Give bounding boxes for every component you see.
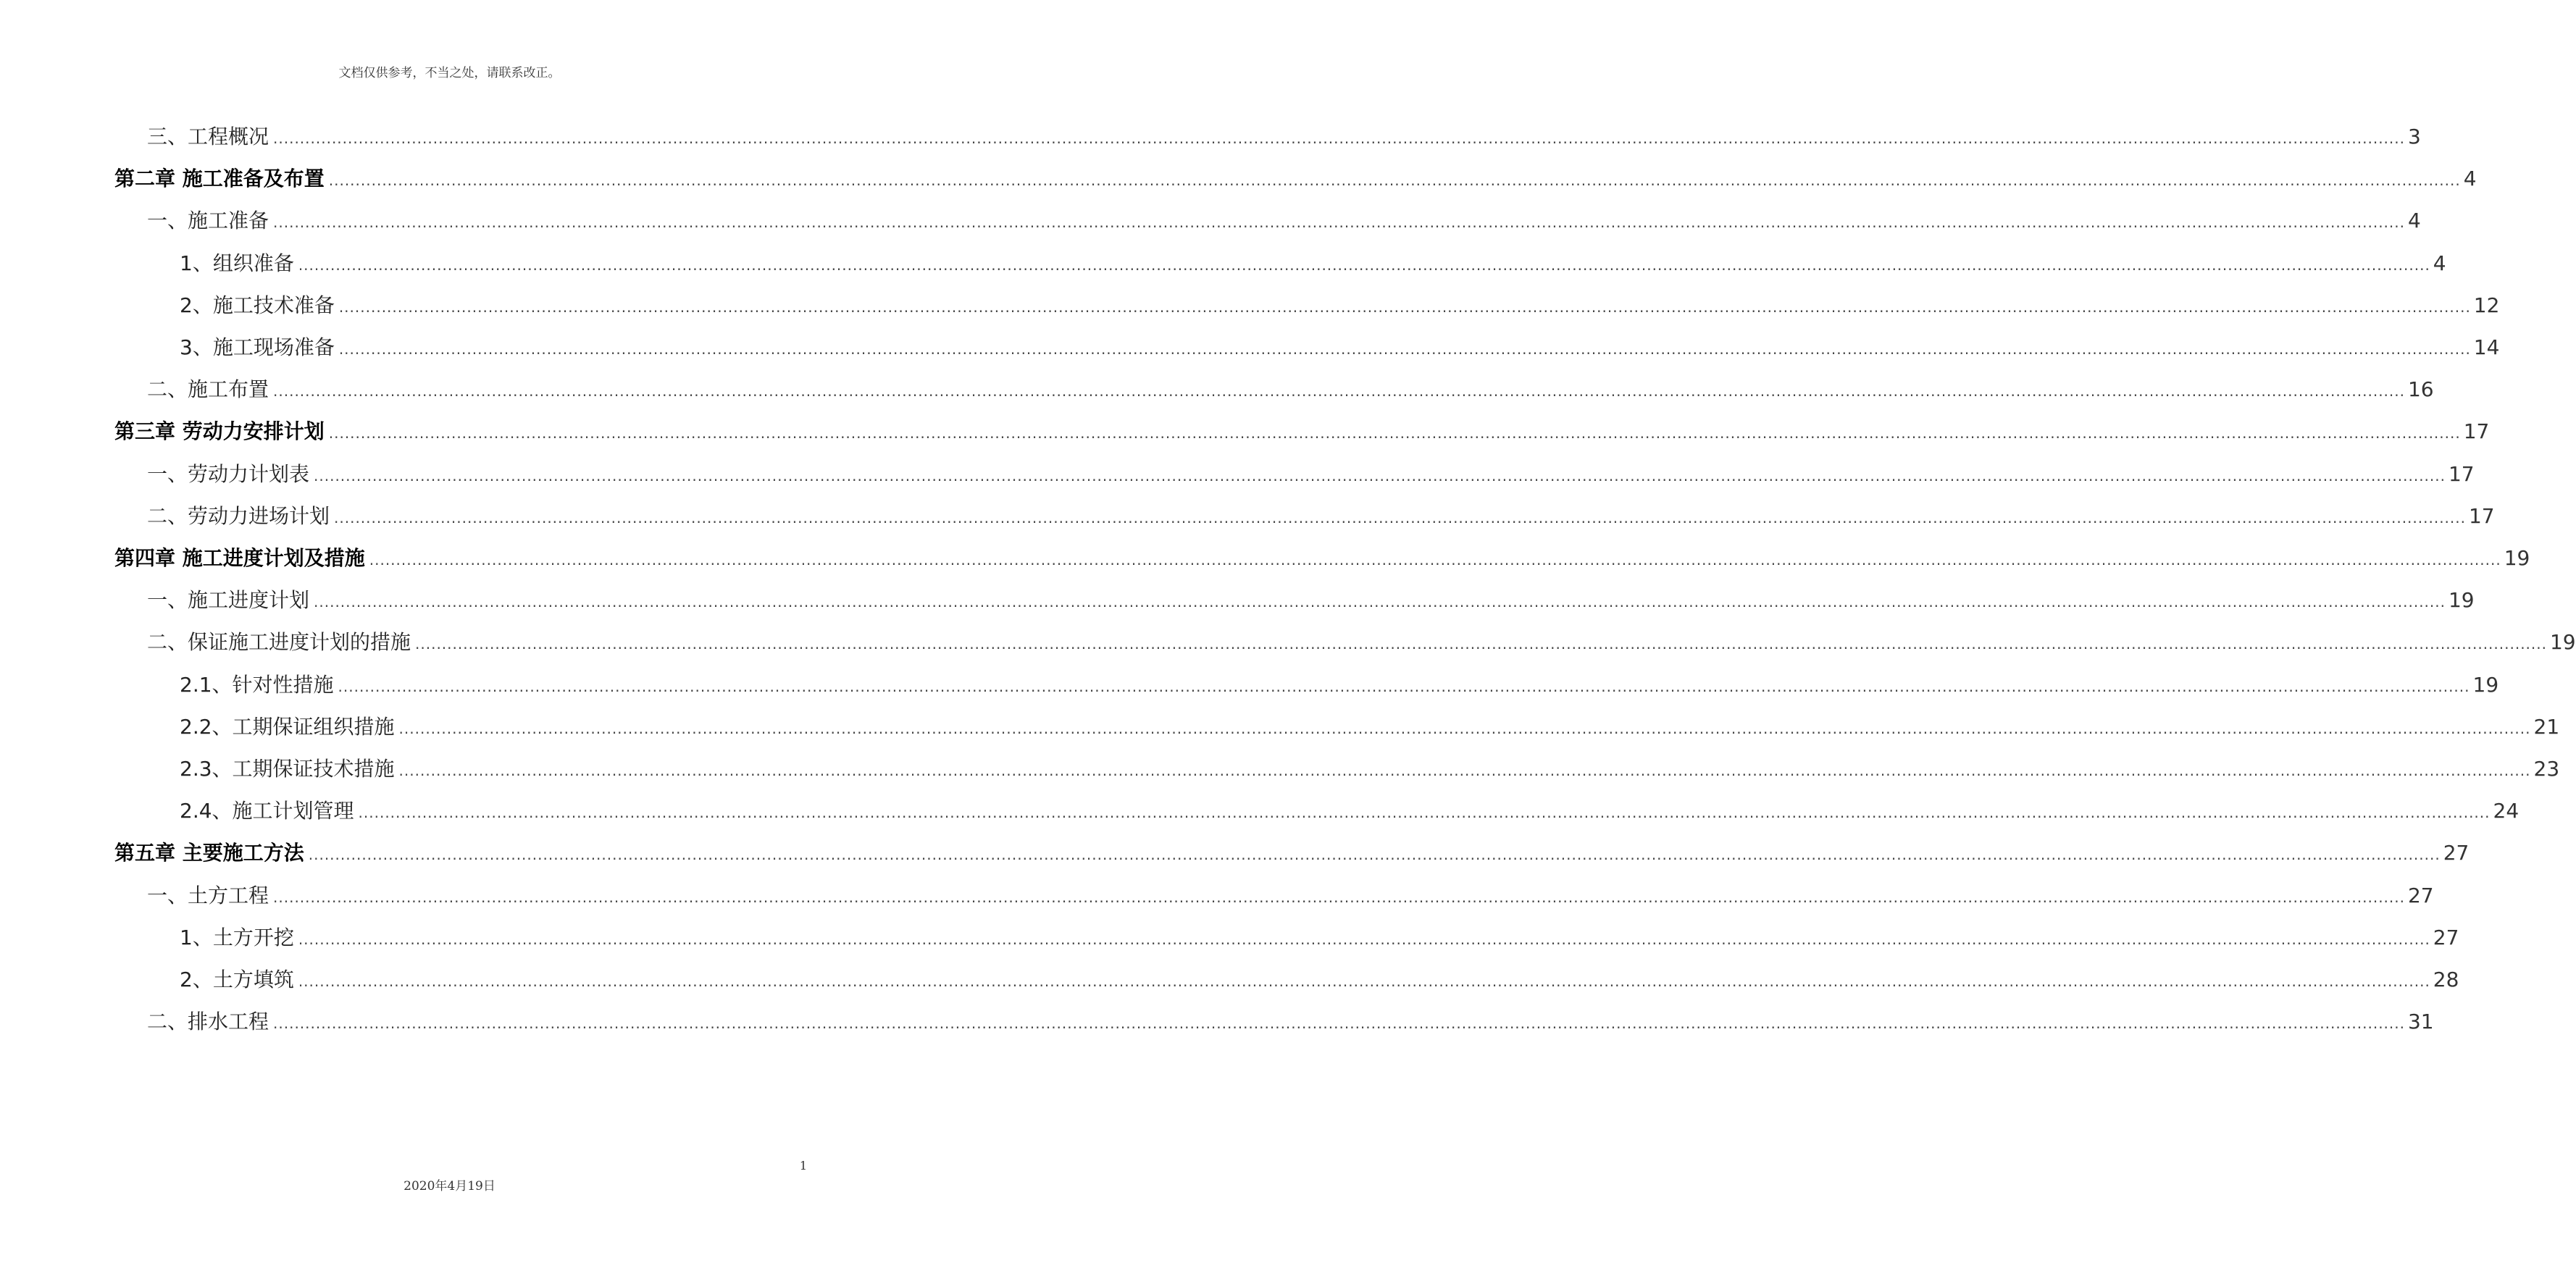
- toc-entry[interactable]: [180, 964, 2459, 996]
- toc-entry[interactable]: [180, 753, 2560, 785]
- toc-dot-leader: ................................................................................................................................................................................................................................................................................................................................................................................................................: [314, 593, 2446, 611]
- toc-entry-label: 一、施工进度计划: [147, 588, 310, 612]
- toc-entry-page: 19: [2549, 630, 2576, 654]
- toc-dot-leader: ................................................................................................................................................................................................................................................................................................................................................................................................................: [328, 172, 2461, 189]
- toc-entry-page: 17: [2463, 419, 2490, 443]
- toc-dot-leader: ................................................................................................................................................................................................................................................................................................................................................................................................................: [298, 973, 2430, 990]
- toc-entry-page: 23: [2533, 757, 2560, 781]
- toc-entry[interactable]: [147, 626, 2576, 658]
- toc-dot-leader: ................................................................................................................................................................................................................................................................................................................................................................................................................: [334, 509, 2466, 527]
- toc-entry[interactable]: [147, 500, 2495, 532]
- toc-entry-label: 一、土方工程: [147, 884, 269, 907]
- toc-entry[interactable]: [180, 332, 2500, 364]
- toc-dot-leader: ................................................................................................................................................................................................................................................................................................................................................................................................................: [273, 214, 2405, 231]
- toc-entry[interactable]: [147, 1006, 2434, 1038]
- toc-entry-page: 27: [2407, 884, 2434, 907]
- toc-entry-label: 二、排水工程: [147, 1010, 269, 1033]
- toc-entry-label: 2.2、工期保证组织措施: [180, 715, 395, 739]
- toc-entry-label: 第三章 劳动力安排计划: [114, 419, 325, 443]
- toc-entry-page: 4: [2433, 251, 2446, 275]
- toc-entry-label: 二、劳动力进场计划: [147, 504, 330, 528]
- toc-entry-page: 27: [2443, 841, 2470, 865]
- toc-entry[interactable]: [180, 290, 2500, 322]
- toc-entry-page: 31: [2407, 1010, 2434, 1033]
- toc-entry-page: 12: [2473, 293, 2500, 317]
- toc-entry-label: 二、施工布置: [147, 377, 269, 401]
- toc-entry-label: 2.1、针对性措施: [180, 673, 334, 697]
- toc-entry-page: 27: [2433, 926, 2459, 949]
- toc-entry-page: 19: [2448, 588, 2475, 612]
- toc-entry-page: 17: [2448, 462, 2475, 486]
- toc-dot-leader: ................................................................................................................................................................................................................................................................................................................................................................................................................: [338, 298, 2471, 316]
- toc-entry-page: 4: [2463, 167, 2477, 190]
- toc-entry[interactable]: [180, 248, 2446, 280]
- toc-entry-page: 16: [2407, 377, 2434, 401]
- toc-entry-label: 2、施工技术准备: [180, 293, 335, 317]
- toc-entry[interactable]: [147, 880, 2434, 912]
- toc-entry[interactable]: [147, 374, 2434, 406]
- header-note: 文档仅供参考，不当之处，请联系改正。: [338, 66, 561, 80]
- toc-entry-label: 一、施工准备: [147, 209, 269, 232]
- toc-entry[interactable]: [147, 458, 2475, 490]
- toc-entry-page: 17: [2468, 504, 2495, 528]
- toc-entry-page: 19: [2472, 673, 2499, 697]
- page-number: 1: [799, 1159, 807, 1173]
- toc-entry-page: 28: [2433, 968, 2459, 991]
- toc-entry-label: 第五章 主要施工方法: [114, 841, 304, 865]
- toc-entry-label: 2.4、施工计划管理: [180, 799, 354, 823]
- toc-entry[interactable]: [147, 584, 2475, 616]
- toc-dot-leader: ................................................................................................................................................................................................................................................................................................................................................................................................................: [273, 889, 2405, 906]
- toc-entry-page: 14: [2473, 335, 2500, 359]
- toc-entry-label: 第二章 施工准备及布置: [114, 167, 325, 190]
- toc-entry[interactable]: [180, 922, 2459, 954]
- toc-entry-label: 3、施工现场准备: [180, 335, 335, 359]
- toc-dot-leader: ................................................................................................................................................................................................................................................................................................................................................................................................................: [298, 256, 2430, 274]
- toc-entry[interactable]: [147, 121, 2421, 153]
- toc-entry[interactable]: [114, 837, 2470, 869]
- toc-dot-leader: ................................................................................................................................................................................................................................................................................................................................................................................................................: [338, 678, 2470, 695]
- toc-dot-leader: ................................................................................................................................................................................................................................................................................................................................................................................................................: [415, 635, 2547, 653]
- toc-dot-leader: ................................................................................................................................................................................................................................................................................................................................................................................................................: [328, 424, 2461, 442]
- toc-entry-label: 2.3、工期保证技术措施: [180, 757, 395, 781]
- toc-entry-label: 二、保证施工进度计划的措施: [147, 630, 411, 654]
- toc-dot-leader: ................................................................................................................................................................................................................................................................................................................................................................................................................: [369, 551, 2501, 569]
- toc-entry-page: 21: [2533, 715, 2560, 739]
- toc-dot-leader: ................................................................................................................................................................................................................................................................................................................................................................................................................: [273, 1015, 2405, 1032]
- toc-entry[interactable]: [114, 542, 2530, 574]
- toc-dot-leader: ................................................................................................................................................................................................................................................................................................................................................................................................................: [273, 382, 2405, 400]
- footer-date: 2020年4月19日: [403, 1179, 495, 1194]
- toc-entry-label: 2、土方填筑: [180, 968, 294, 991]
- toc-dot-leader: ................................................................................................................................................................................................................................................................................................................................................................................................................: [358, 804, 2491, 821]
- toc-dot-leader: ................................................................................................................................................................................................................................................................................................................................................................................................................: [338, 340, 2471, 358]
- toc-entry-label: 1、土方开挖: [180, 926, 294, 949]
- toc-dot-leader: ................................................................................................................................................................................................................................................................................................................................................................................................................: [398, 762, 2531, 779]
- toc-dot-leader: ................................................................................................................................................................................................................................................................................................................................................................................................................: [398, 720, 2531, 737]
- toc-entry-page: 24: [2493, 799, 2519, 823]
- toc-entry[interactable]: [180, 711, 2560, 743]
- toc-dot-leader: ................................................................................................................................................................................................................................................................................................................................................................................................................: [298, 931, 2430, 948]
- toc-entry-label: 一、劳动力计划表: [147, 462, 310, 486]
- toc-entry[interactable]: [147, 205, 2421, 237]
- toc-entry-label: 三、工程概况: [147, 125, 269, 148]
- toc-entry-page: 19: [2504, 546, 2530, 570]
- toc-entry-page: 4: [2407, 209, 2421, 232]
- toc-entry-label: 第四章 施工进度计划及措施: [114, 546, 365, 570]
- toc-dot-leader: ................................................................................................................................................................................................................................................................................................................................................................................................................: [308, 846, 2441, 863]
- toc-entry[interactable]: [114, 416, 2490, 448]
- toc-entry-label: 1、组织准备: [180, 251, 294, 275]
- toc-entry-page: 3: [2407, 125, 2421, 148]
- toc-entry[interactable]: [114, 163, 2477, 195]
- toc-dot-leader: ................................................................................................................................................................................................................................................................................................................................................................................................................: [273, 130, 2405, 147]
- toc-dot-leader: ................................................................................................................................................................................................................................................................................................................................................................................................................: [314, 467, 2446, 485]
- toc-entry[interactable]: [180, 669, 2499, 701]
- toc-entry[interactable]: [180, 795, 2519, 827]
